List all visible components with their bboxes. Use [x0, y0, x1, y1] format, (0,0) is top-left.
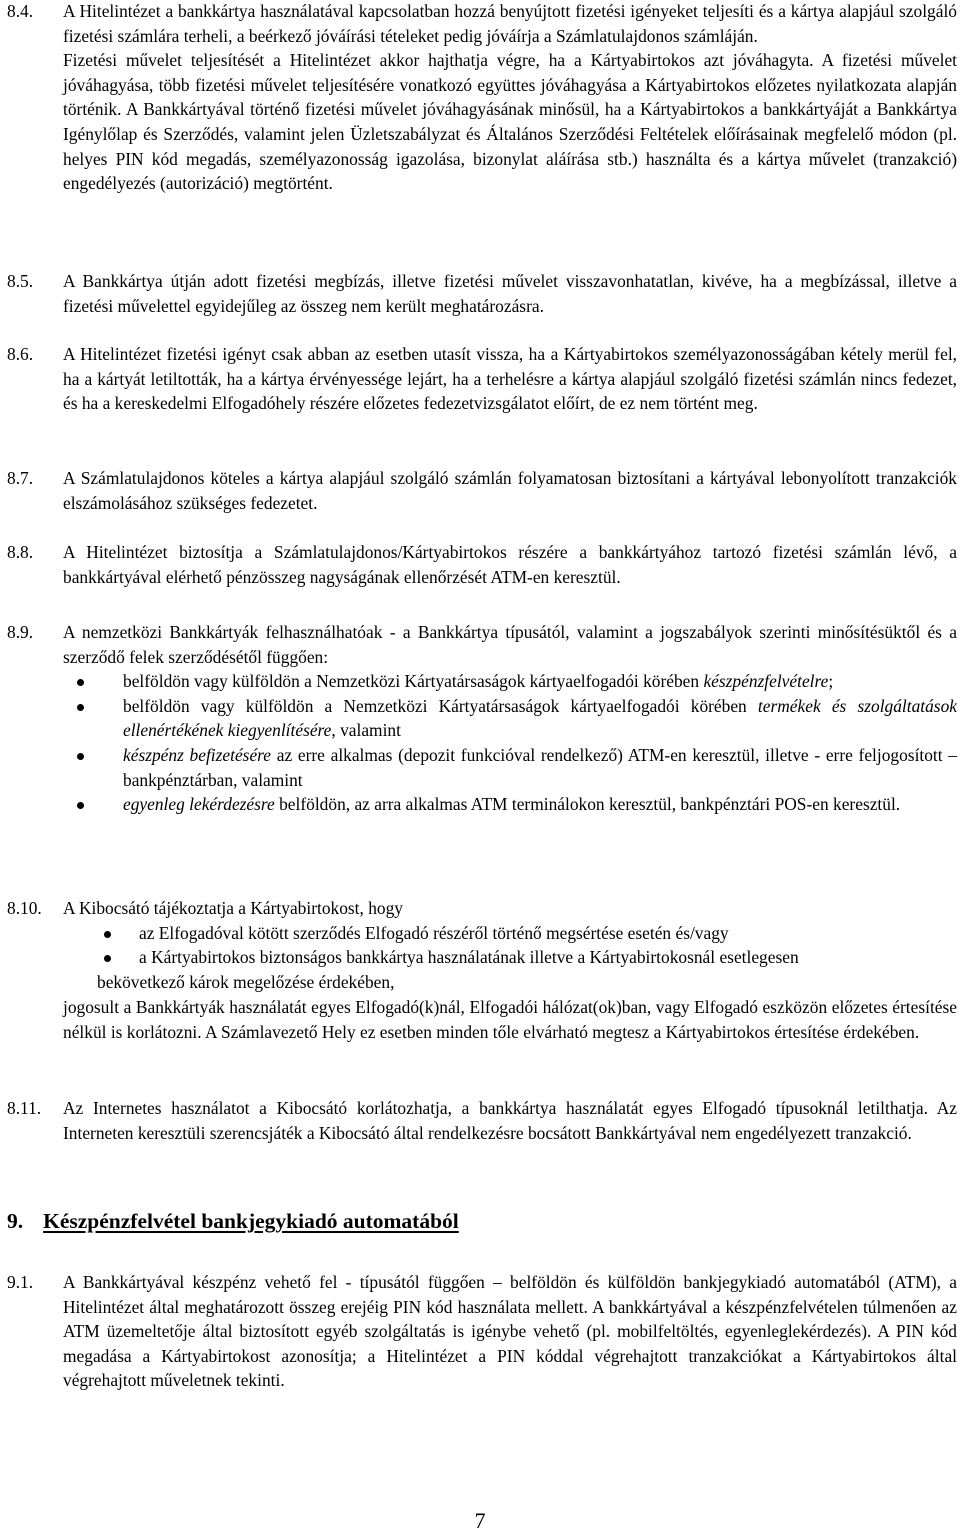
- paragraph-8-6: [7, 342, 957, 416]
- section-number: 9.: [7, 1209, 24, 1233]
- paragraph-number: 8.8.: [7, 542, 34, 562]
- paragraph-body: [63, 620, 957, 817]
- paragraph-number: 8.9.: [7, 622, 34, 642]
- paragraph-intro: A Kibocsátó tájékoztatja a Kártyabirtokost, hogy: [63, 898, 403, 918]
- paragraph-body: [63, 896, 957, 970]
- paragraph-number: 9.1.: [7, 1272, 34, 1292]
- paragraph-body: Az Internetes használatot a Kibocsátó korlátozhatja, a bankkártya használatát egyes Elfogadó típusoknál letilthatja. Az Interneten keresztüli szerencsjáték a Kibocsátó által rendelkezésre bocsátott Bankkártyával nem engedélyezett tranzakció.: [63, 1098, 957, 1143]
- bullet-icon: [104, 931, 111, 938]
- paragraph-9-1: [7, 1270, 957, 1393]
- bullet-icon: [77, 679, 84, 686]
- paragraph-body: A Számlatulajdonos köteles a kártya alapjául szolgáló számlán folyamatosan biztosítani a kártyával lebonyolított tranzakciók elszámolásához szükséges fedezetet.: [63, 468, 957, 513]
- bullet-icon: [77, 753, 84, 760]
- section-title: Készpénzfelvétel bankjegykiadó automatából: [43, 1209, 459, 1233]
- paragraph-body: A Bankkártyával készpénz vehető fel - típusától függően – belföldön és külföldön bankjegykiadó automatából (ATM), a Hitelintézet által meghatározott összeg erejéig PIN kód használata mellett. A bankkártyával a készpénzfelvételen túlmenően az ATM üzemeltetője által biztosított egyéb szolgáltatás is igénybe vehető (pl. mobilfeltöltés, egyenleglekérdezés). A PIN kód megadása a Kártyabirtokost azonosítja; a Hitelintézet a PIN kóddal végrehajtott tranzakciókat a Kártyabirtokos által végrehajtott műveletnek tekinti.: [63, 1272, 957, 1391]
- paragraph-number: 8.5.: [7, 271, 34, 291]
- paragraph-intro: A nemzetközi Bankkártyák felhasználhatóak - a Bankkártya típusától, valamint a jogszabályok szerinti minősítésüktől és a szerződő felek szerződésétől függően:: [63, 622, 957, 667]
- list-item: belföldön vagy külföldön a Nemzetközi Kártyatársaságok kártyaelfogadói körében termékek és szolgáltatások ellenértékének kiegyenlítésére, valamint: [63, 694, 957, 743]
- paragraph-body: A Hitelintézet biztosítja a Számlatulajdonos/Kártyabirtokos részére a bankkártyához tartozó fizetési számlán lévő, a bankkártyával elérhető pénzösszeg nagyságának ellenőrzését ATM-en keresztül.: [63, 542, 957, 587]
- paragraph-text: A Hitelintézet a bankkártya használatával kapcsolatban hozzá benyújtott fizetési igényeket teljesíti és a kártya alapjául szolgáló fizetési számlára terheli, a beérkező jóváírási tételeket pedig jóváírja a Számlatulajdonos számláján.: [63, 1, 957, 46]
- paragraph-8-4: [7, 0, 957, 196]
- paragraph-8-10: [7, 896, 957, 970]
- list-item: egyenleg lekérdezésre belföldön, az arra alkalmas ATM terminálokon keresztül, bankpénztári POS-en keresztül.: [63, 792, 957, 817]
- paragraph-number: 8.10.: [7, 898, 42, 918]
- list-item: a Kártyabirtokos biztonságos bankkártya használatának illetve a Kártyabirtokosnál esetlegesen: [63, 945, 957, 970]
- paragraph-8-10-text: [7, 995, 957, 1044]
- paragraph-8-11: [7, 1096, 957, 1145]
- bullet-icon: [77, 704, 84, 711]
- paragraph-body: A Hitelintézet fizetési igényt csak abban az esetben utasít vissza, ha a Kártyabirtokos személyazonosságában kétely merül fel, ha a kártyát letiltották, ha a kártya érvényessége lejárt, ha a terhelésre a kártya alapjául szolgáló fizetési számlán nincs fedezet, és ha a kereskedelmi Elfogadóhely részére előzetes fedezetvizsgálatot előírt, de ez nem történt meg.: [63, 344, 957, 414]
- paragraph-text: Fizetési művelet teljesítését a Hitelintézet akkor hajthatja végre, ha a Kártyabirtokos azt jóváhagyta. A fizetési művelet jóváhagyása, több fizetési művelet teljesítésére vonatkozó együttes jóváhagyása a Kártyabirtokos előzetes nyilatkozata alapján történik. A Bankkártyával történő fizetési művelet jóváhagyásának minősül, ha a Kártyabirtokos a bankkártyáját a Bankkártya Igénylőlap és Szerződés, valamint jelen Üzletszabályzat és Általános Szerződési Feltételek előírásainak megfelelő módon (pl. helyes PIN kód megadás, személyazonosság igazolása, bizonylat aláírása stb.) használta és a kártya művelet (tranzakció) engedélyezés (autorizáció) megtörtént.: [63, 50, 957, 194]
- paragraph-text: bekövetkező károk megelőzése érdekében,: [97, 972, 395, 992]
- page-number: 7: [474, 1508, 486, 1533]
- section-heading: [7, 1207, 459, 1235]
- bullet-list: [63, 669, 957, 817]
- paragraph-8-5: [7, 269, 957, 318]
- paragraph-number: 8.7.: [7, 468, 34, 488]
- list-item: készpénz befizetésére az erre alkalmas (depozit funkcióval rendelkező) ATM-en keresztül, illetve - erre feljogosított – bankpénztárban, valamint: [63, 743, 957, 792]
- paragraph-8-8: [7, 540, 957, 589]
- paragraph-8-10-continuation: [7, 970, 957, 995]
- list-item: belföldön vagy külföldön a Nemzetközi Kártyatársaságok kártyaelfogadói körében készpénzfelvételre;: [63, 669, 957, 694]
- paragraph-8-9: [7, 620, 957, 817]
- paragraph-body: A Bankkártya útján adott fizetési megbízás, illetve fizetési művelet visszavonhatatlan, kivéve, ha a megbízással, illetve a fizetési művelettel egyidejűleg az összeg nem került meghatározásra.: [63, 271, 957, 316]
- paragraph-body: [63, 0, 957, 196]
- paragraph-8-7: [7, 466, 957, 515]
- bullet-list: [63, 921, 957, 970]
- list-item: az Elfogadóval kötött szerződés Elfogadó részéről történő megsértése esetén és/vagy: [63, 921, 957, 946]
- paragraph-number: 8.11.: [7, 1098, 42, 1118]
- bullet-icon: [104, 955, 111, 962]
- paragraph-number: 8.4.: [7, 1, 34, 21]
- paragraph-text: jogosult a Bankkártyák használatát egyes Elfogadó(k)nál, Elfogadói hálózat(ok)ban, vagy Elfogadó eszközön előzetes értesítése nélkül is korlátozni. A Számlavezető Hely ez esetben minden tőle elvárható megtesz a Kártyabirtokos értesítése érdekében.: [63, 997, 957, 1042]
- paragraph-number: 8.6.: [7, 344, 34, 364]
- bullet-icon: [77, 802, 84, 809]
